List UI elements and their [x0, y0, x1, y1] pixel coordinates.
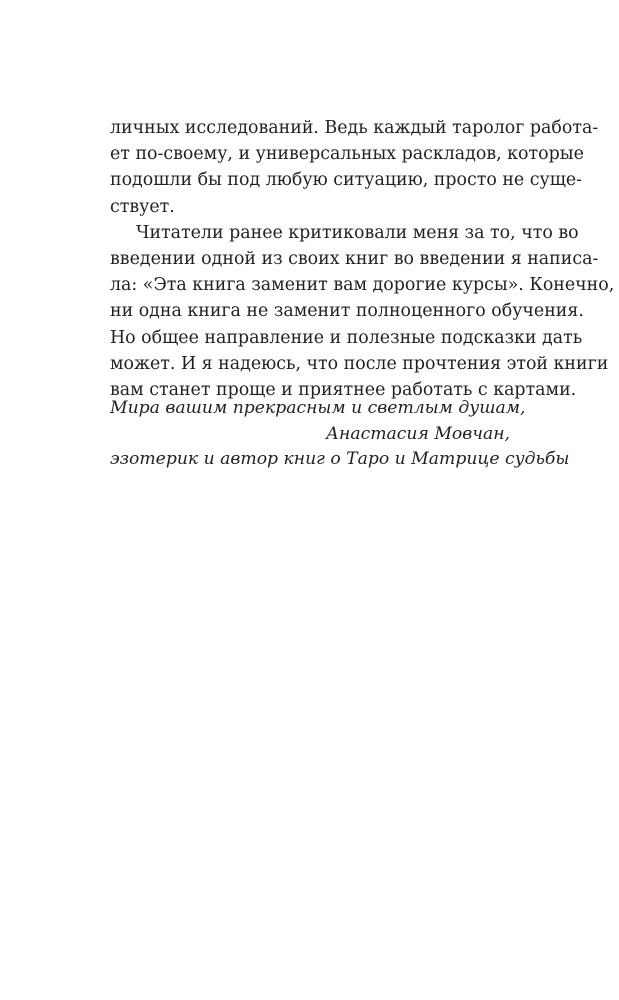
- signature-author: Анастасия Мовчан,: [326, 423, 510, 444]
- text-line: ни одна книга не заменит полноценного обучения.: [110, 301, 584, 322]
- text-line: подошли бы под любую ситуацию, просто не суще-: [110, 170, 583, 191]
- body-text: [110, 115, 615, 403]
- text-line: вам станет проще и приятнее работать с картами.: [110, 379, 577, 400]
- text-line: личных исследований. Ведь каждый таролог работа-: [110, 118, 599, 138]
- text-line: ствует.: [110, 196, 175, 217]
- text-line: Но общее направление и полезные подсказки дать: [110, 327, 583, 348]
- signature-block: [110, 396, 570, 473]
- paragraph-2: [110, 220, 615, 403]
- paragraph-1: [110, 115, 599, 220]
- text-line: может. И я надеюсь, что после прочтения этой книги: [110, 353, 609, 374]
- text-line: Читатели ранее критиковали меня за то, что во: [136, 222, 579, 243]
- signature-description: эзотерик и автор книг о Таро и Матрице судьбы: [110, 449, 570, 470]
- text-line: ла: «Эта книга заменит вам дорогие курсы». Конечно,: [110, 275, 615, 296]
- text-line: введении одной из своих книг во введении я написа-: [110, 248, 599, 269]
- text-line: ет по-своему, и универсальных раскладов, которые: [110, 144, 584, 165]
- signature-greeting: Мира вашим прекрасным и светлым душам,: [110, 398, 526, 418]
